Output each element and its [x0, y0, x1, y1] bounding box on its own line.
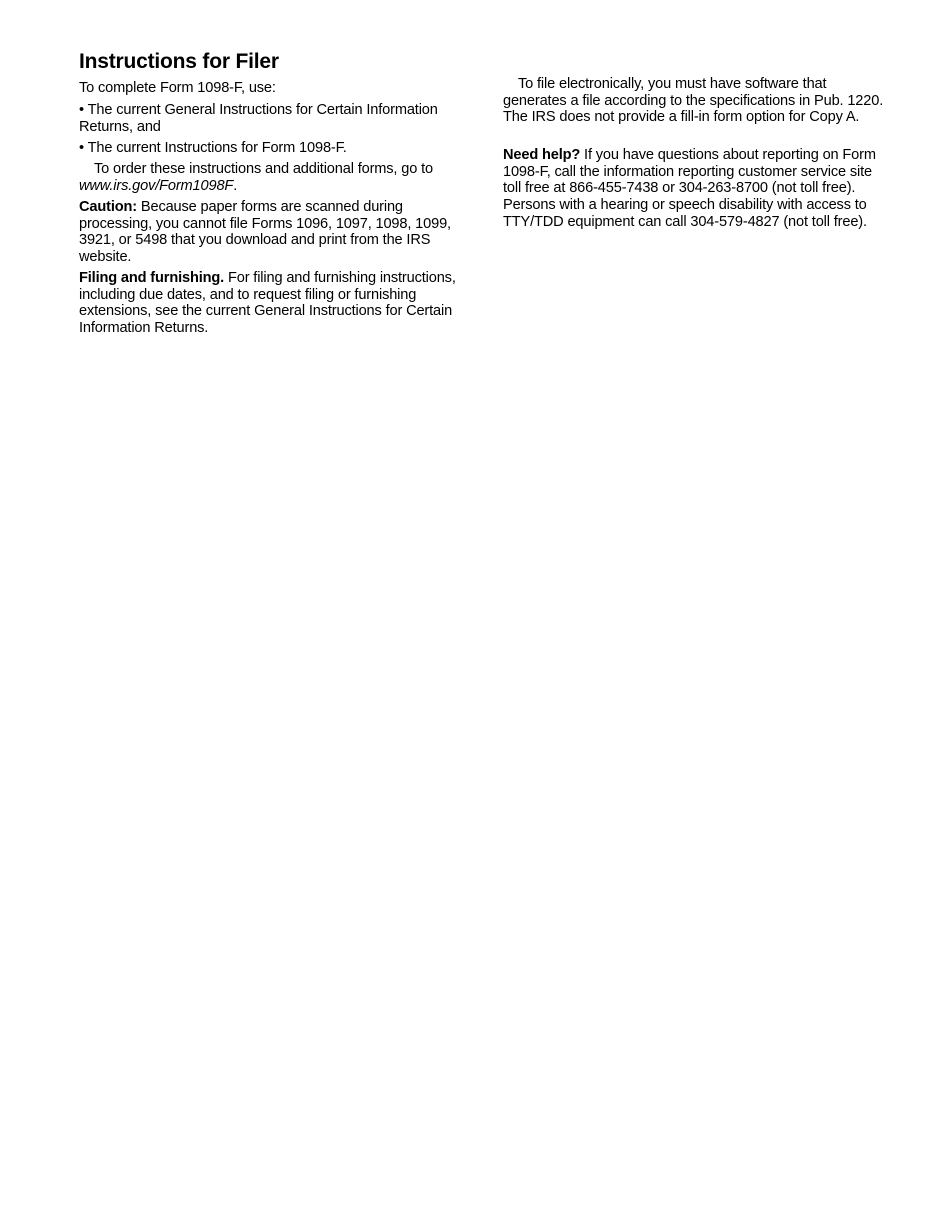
filing-text: For filing and furnishing instructions, including due dates, and to request filing or furnishing extensions, see the current General Instructions for Certain Information Returns.	[79, 270, 456, 337]
page-title: Instructions for Filer	[79, 50, 279, 73]
electronic-filing-paragraph	[503, 76, 888, 126]
bullet-form-instructions: • The current Instructions for Form 1098-F.	[79, 140, 347, 156]
irs-form-link[interactable]: www.irs.gov/Form1098F	[79, 177, 234, 194]
order-paragraph	[79, 161, 464, 194]
caution-text: Because paper forms are scanned during processing, you cannot file Forms 1096, 1097, 1098, 1099, 3921, or 5498 that you download and print from the IRS website.	[79, 199, 451, 266]
order-end: .	[233, 177, 238, 194]
filing-paragraph	[79, 270, 464, 337]
intro-text: To complete Form 1098-F, use:	[79, 80, 276, 96]
electronic-text: To file electronically, you must have software that generates a file according to the specifications in Pub. 1220. The IRS does not provide a fill-in form option for Copy A.	[503, 76, 884, 126]
need-help-paragraph	[503, 147, 888, 231]
bullet-general-instructions: • The current General Instructions for Certain Information Returns, and	[79, 102, 438, 135]
filing-label: Filing and furnishing.	[79, 270, 225, 286]
caution-paragraph	[79, 199, 464, 266]
order-text: To order these instructions and additional forms, go to	[94, 161, 433, 177]
caution-label: Caution:	[79, 199, 137, 215]
need-help-label: Need help?	[503, 147, 581, 163]
need-help-text: If you have questions about reporting on Form 1098-F, call the information reporting customer service site toll free at 866-455-7438 or 304-263-8700 (not toll free). Persons with a hearing or speech disability with access to TTY/TDD equipment can call 304-579-4827 (not toll free).	[503, 147, 876, 230]
